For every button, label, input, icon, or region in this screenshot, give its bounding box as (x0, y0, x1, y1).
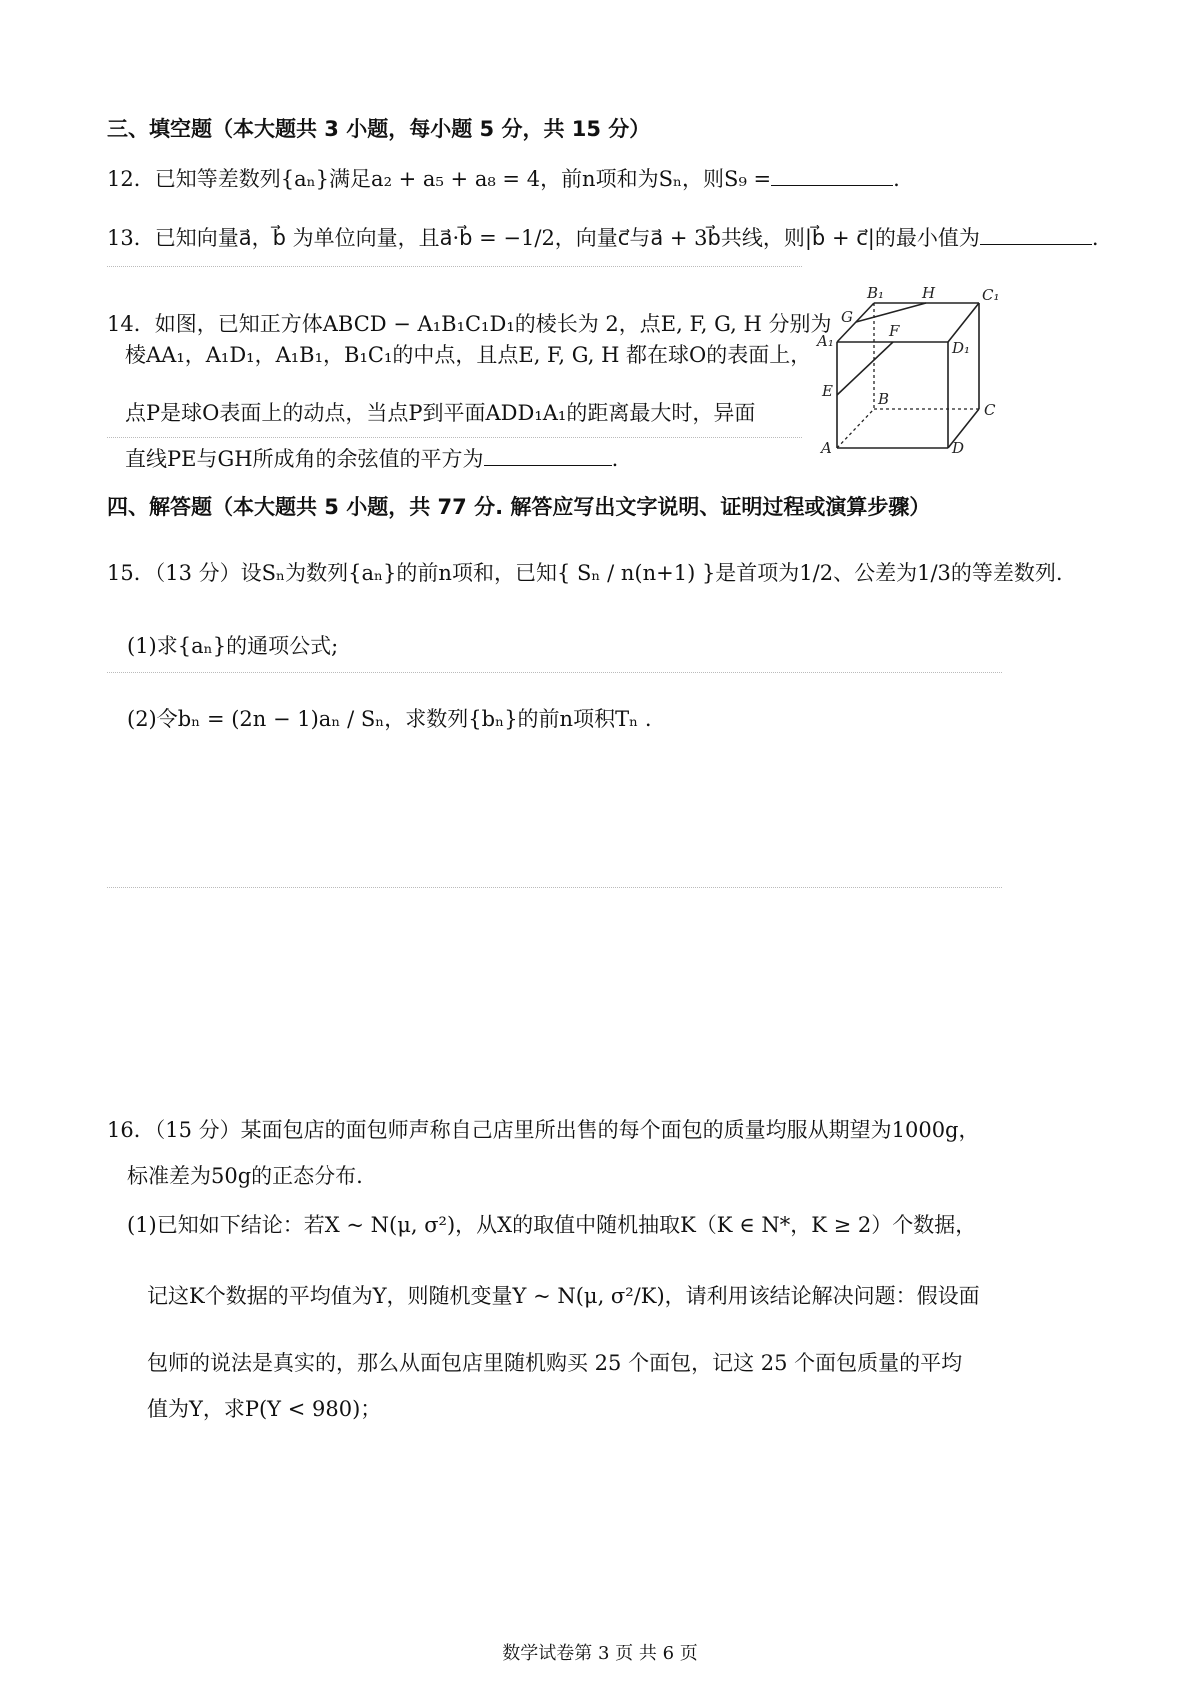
answer-blank-12[interactable] (771, 167, 893, 186)
question-16-part-1-line-3: 包师的说法是真实的，那么从面包店里随机购买 25 个面包，记这 25 个面包质量的平均 (147, 1351, 963, 1375)
question-13-period: . (1091, 226, 1099, 250)
cube-figure (812, 280, 1012, 460)
divider-dots (107, 887, 1002, 888)
question-15: 15．（13 分）设Sₙ为数列{aₙ}的前n项和，已知{ Sₙ / n(n+1) }是首项为1/2、公差为1/3的等差数列. (107, 561, 1063, 585)
section-4-heading: 四、解答题（本大题共 5 小题，共 77 分. 解答应写出文字说明、证明过程或演算步骤） (107, 495, 931, 519)
label-d: D (952, 439, 965, 457)
question-14-line-1: 14．如图，已知正方体ABCD − A₁B₁C₁D₁的棱长为 2，点E, F, G, H 分别为 (107, 312, 832, 336)
label-c: C (984, 401, 996, 419)
question-16-line-2: 标准差为50g的正态分布. (127, 1164, 363, 1188)
page-footer: 数学试卷第 3 页 共 6 页 (502, 1643, 698, 1664)
question-16-part-1-line-4: 值为Y，求P(Y < 980)； (147, 1397, 382, 1421)
question-14-line-2: 棱AA₁，A₁D₁，A₁B₁，B₁C₁的中点，且点E, F, G, H 都在球O的表面上， (125, 343, 812, 367)
question-15-part-1: (1)求{aₙ}的通项公式; (127, 634, 339, 658)
answer-blank-14[interactable] (484, 447, 612, 466)
question-12-text: 12．已知等差数列{aₙ}满足a₂ + a₅ + a₈ = 4，前n项和为Sₙ，则S₉ = (107, 167, 772, 191)
question-12-period: . (893, 167, 900, 191)
label-c1: C₁ (982, 286, 1000, 304)
label-f: F (889, 322, 900, 340)
divider-dots (107, 672, 1002, 673)
label-b: B (878, 390, 890, 408)
answer-blank-13[interactable] (980, 226, 1092, 245)
divider-dots (107, 437, 802, 438)
label-a: A (821, 439, 832, 457)
section-3-heading: 三、填空题（本大题共 3 小题，每小题 5 分，共 15 分） (107, 117, 651, 141)
label-e: E (822, 382, 833, 400)
label-h: H (922, 284, 936, 302)
label-a1: A₁ (817, 332, 834, 350)
label-d1: D₁ (952, 339, 971, 357)
question-16-part-1-line-2: 记这K个数据的平均值为Y，则随机变量Y ~ N(μ, σ²/K)，请利用该结论解决问题：假设面 (147, 1284, 980, 1308)
question-14-text: 直线PE与GH所成角的余弦值的平方为 (125, 447, 484, 471)
label-b1: B₁ (867, 284, 885, 302)
question-16-line-1: 16．（15 分）某面包店的面包师声称自己店里所出售的每个面包的质量均服从期望为1000g， (107, 1118, 980, 1142)
label-g: G (841, 308, 853, 326)
divider-dots (107, 266, 802, 267)
question-15-part-2: (2)令bₙ = (2n − 1)aₙ / Sₙ，求数列{bₙ}的前n项积Tₙ . (127, 707, 652, 731)
question-14-period: . (611, 447, 619, 471)
question-16-part-1-line-1: (1)已知如下结论：若X ~ N(μ, σ²)，从X的取值中随机抽取K（K ∈ N*，K ≥ 2）个数据， (127, 1213, 977, 1237)
question-12 (107, 166, 900, 192)
question-13 (107, 225, 1099, 251)
question-13-text: 13．已知向量a⃗，b⃗ 为单位向量，且a⃗·b⃗ = −1/2，向量c⃗与a⃗ + 3b⃗共线，则|b⃗ + c⃗|的最小值为 (107, 226, 980, 250)
question-14-line-3: 点P是球O表面上的动点，当点P到平面ADD₁A₁的距离最大时，异面 (125, 401, 756, 425)
question-14-line-4 (125, 446, 618, 472)
